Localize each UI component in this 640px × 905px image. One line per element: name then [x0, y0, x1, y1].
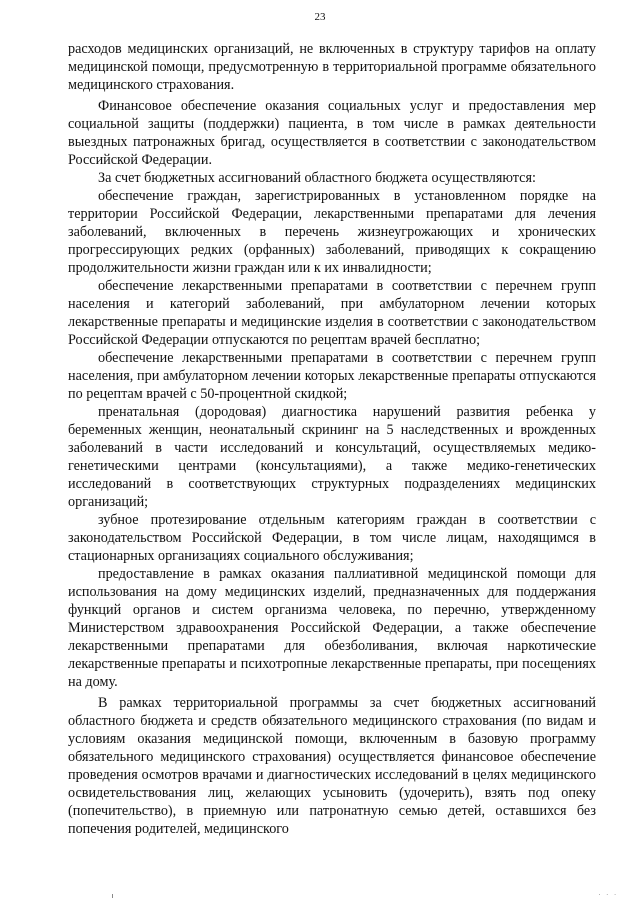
list-item-palliative-care: предоставление в рамках оказания паллиативной медицинской помощи для использования на дому медицинских изделий, предназначенных для поддержания функций органов и систем организма человека, по перечню, утвержденному Министерством здравоохранения Российской Федерации, а также обеспечение лекарственными препаратами для обезболивания, включая наркотические лекарственные препараты и психотропные лекарственные препараты, при посещениях на дому. — [68, 566, 596, 690]
paragraph-continuation: расходов медицинских организаций, не включенных в структуру тарифов на оплату медицинской помощи, предусмотренную в территориальной программе обязательного медицинского страхования. — [68, 41, 596, 93]
scan-artifact-mark — [112, 894, 113, 898]
paragraph-social-services: Финансовое обеспечение оказания социальных услуг и предоставления мер социальной защиты (поддержки) пациента, в том числе в рамках деятельности выездных патронажных бригад, осуществляется в соответствии с законодательством Российской Федерации. — [68, 98, 596, 168]
paragraph-territorial-program: В рамках территориальной программы за счет бюджетных ассигнований областного бюджета и средств обязательного медицинского страхования (по видам и условиям оказания медицинской помощи, включенным в базовую программу обязательного медицинского страхования) осуществляется финансовое обеспечение проведения осмотров врачами и диагностических исследований в целях медицинского освидетельствования лиц, желающих усыновить (удочерить), взять под опеку (попечительство), в приемную или патронатную семью детей, оставшихся без попечения родителей, медицинского — [68, 695, 596, 837]
scan-artifact-dots: · · · — [598, 892, 618, 899]
paragraph-budget-intro: За счет бюджетных ассигнований областного бюджета осуществляются: — [98, 170, 536, 186]
list-item-free-prescriptions: обеспечение лекарственными препаратами в соответствии с перечнем групп населения и категорий заболеваний, при амбулаторном лечении которых лекарственные препараты и медицинские изделия в соответствии с законодательством Российской Федерации отпускаются по рецептам врачей бесплатно; — [68, 278, 596, 348]
list-item-prenatal-diagnostics: пренатальная (дородовая) диагностика нарушений развития ребенка у беременных женщин, неонатальный скрининг на 5 наследственных и врожденных заболеваний в части исследований и консультаций, осуществляемых медико-генетическими центрами (консультациями), а также медико-генетических исследований в соответствующих структурных подразделениях медицинских организаций; — [68, 404, 596, 510]
list-item-dental-prosthetics: зубное протезирование отдельным категориям граждан в соответствии с законодательством Российской Федерации, в том числе лицам, находящимся в стационарных организациях социального обслуживания; — [68, 512, 596, 564]
document-body — [68, 40, 596, 838]
page-number: 23 — [314, 11, 326, 23]
list-item-orphan-diseases: обеспечение граждан, зарегистрированных в установленном порядке на территории Российской Федерации, лекарственными препаратами для лечения заболеваний, включенных в перечень жизнеугрожающих и хронических прогрессирующих редких (орфанных) заболеваний, приводящих к сокращению продолжительности жизни граждан или к их инвалидности; — [68, 188, 596, 276]
list-item-discount-prescriptions: обеспечение лекарственными препаратами в соответствии с перечнем групп населения, при амбулаторном лечении которых лекарственные препараты отпускаются по рецептам врачей с 50-процентной скидкой; — [68, 350, 596, 402]
